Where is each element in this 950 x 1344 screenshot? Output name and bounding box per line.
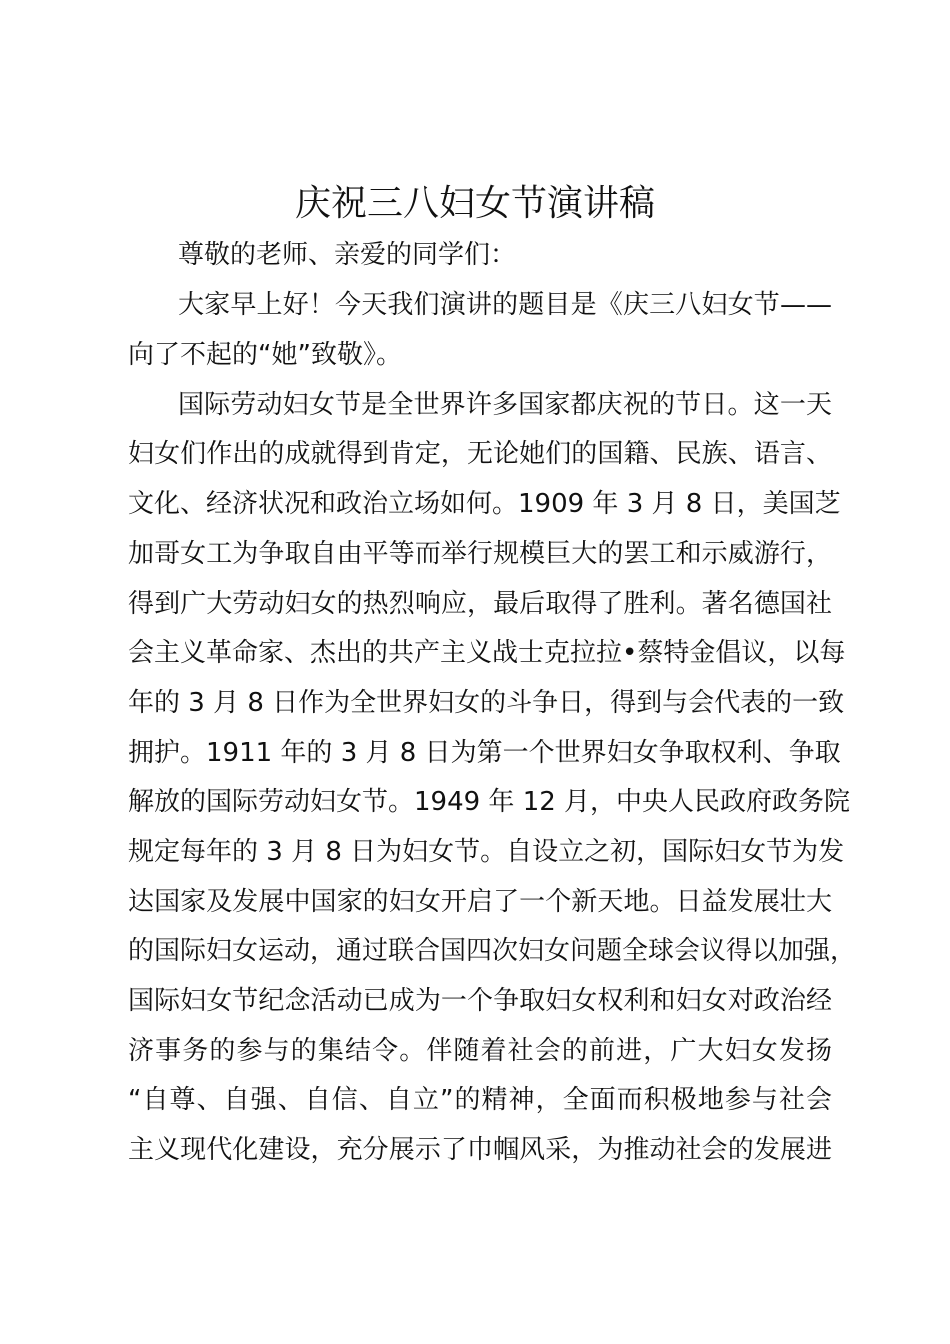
body-line: 年的 3 月 8 日作为全世界妇女的斗争日，得到与会代表的一致 bbox=[128, 688, 845, 718]
body-line: 济事务的参与的集结令。伴随着社会的前进，广大妇女发扬 bbox=[128, 1036, 832, 1066]
body-line: 主义现代化建设，充分展示了巾帼风采，为推动社会的发展进 bbox=[128, 1135, 832, 1165]
body-line: 拥护。1911 年的 3 月 8 日为第一个世界妇女争取权利、争取 bbox=[128, 738, 841, 768]
body-line: “自尊、自强、自信、自立”的精神，全面而积极地参与社会 bbox=[128, 1085, 832, 1115]
body-line: 得到广大劳动妇女的热烈响应，最后取得了胜利。著名德国社 bbox=[128, 589, 832, 619]
body-line: 国际妇女节纪念活动已成为一个争取妇女权利和妇女对政治经 bbox=[128, 986, 832, 1016]
body-line: 会主义革命家、杰出的共产主义战士克拉拉•蔡特金倡议，以每 bbox=[128, 638, 846, 668]
body-line: 规定每年的 3 月 8 日为妇女节。自设立之初，国际妇女节为发 bbox=[128, 837, 845, 867]
body-line: 文化、经济状况和政治立场如何。1909 年 3 月 8 日，美国芝 bbox=[128, 489, 841, 519]
body-line: 加哥女工为争取自由平等而举行规模巨大的罢工和示威游行， bbox=[128, 539, 832, 569]
body-line: 解放的国际劳动妇女节。1949 年 12 月，中央人民政府政务院 bbox=[128, 787, 851, 817]
body-line: 向了不起的“她”致敬》。 bbox=[128, 340, 402, 370]
body-line: 的国际妇女运动，通过联合国四次妇女问题全球会议得以加强， bbox=[128, 936, 857, 966]
body-line: 国际劳动妇女节是全世界许多国家都庆祝的节日。这一天 bbox=[178, 390, 832, 420]
salutation-line: 尊敬的老师、亲爱的同学们： bbox=[178, 240, 517, 270]
body-line: 大家早上好！今天我们演讲的题目是《庆三八妇女节—— bbox=[178, 290, 832, 320]
document-title: 庆祝三八妇女节演讲稿 bbox=[294, 183, 655, 224]
body-line: 妇女们作出的成就得到肯定，无论她们的国籍、民族、语言、 bbox=[128, 439, 832, 469]
body-line: 达国家及发展中国家的妇女开启了一个新天地。日益发展壮大 bbox=[128, 887, 832, 917]
